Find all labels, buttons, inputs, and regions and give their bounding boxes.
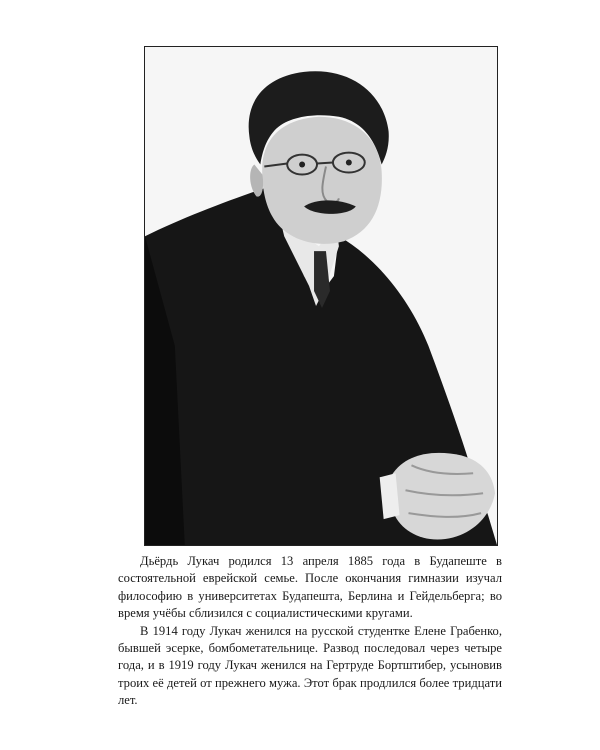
caption-paragraph-1: Дьёрдь Лукач родился 13 апреля 1885 года в Будапеште в состоятельной еврейской семье. После окончания гимназии изучал философию в университетах Будапешта, Берлина и Гейдельберга; во время учёбы сблизился с социалистическими кругами.	[118, 554, 502, 621]
portrait-photo	[144, 46, 498, 546]
portrait-photo-image	[145, 47, 497, 545]
caption-text	[118, 553, 502, 710]
caption-paragraph-2: В 1914 году Лукач женился на русской студентке Елене Грабенко, бывшей эсерке, бомбометательнице. Развод последовал через четыре года, и в 1919 году Лукач женился на Гертруде Бортштибер, усыновив троих её детей от прежнего мужа. Этот брак продлился более тридцати лет.	[118, 623, 502, 708]
